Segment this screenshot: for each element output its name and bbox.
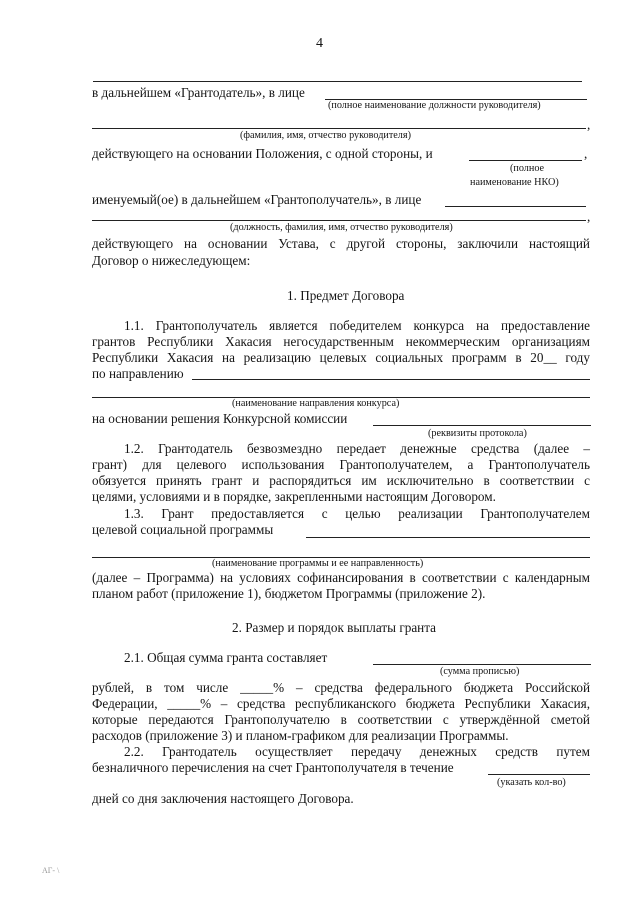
p13-line3: (далее – Программа) на условиях софинансирования в соответствии с календарным xyxy=(92,570,590,585)
nko-hint-2: наименование НКО) xyxy=(470,177,559,188)
decision-line: на основании решения Конкурсной комиссии xyxy=(92,411,348,426)
blank-line xyxy=(469,160,582,161)
head-name-hint: (фамилия, имя, отчество руководителя) xyxy=(240,130,411,141)
direction-hint: (наименование направления конкурса) xyxy=(232,398,400,409)
blank-line xyxy=(192,379,590,380)
acting-basis-line: действующего на основании Положения, с одной стороны, и xyxy=(92,146,433,161)
p21-line3: Федерации, _____% – средства республиканского бюджета Республики Хакасия, xyxy=(92,696,590,711)
p22-line1: 2.2. Грантодатель осуществляет передачу денежных средств путем xyxy=(124,744,590,759)
p13-line2: целевой социальной программы xyxy=(92,522,274,537)
p21-line1: 2.1. Общая сумма гранта составляет xyxy=(124,650,328,665)
grantee-line: именуемый(ое) в дальнейшем «Грантополучатель», в лице xyxy=(92,192,422,207)
p21-line4: которые передаются Грантополучателю в соответствии с утверждённой сметой xyxy=(92,712,590,727)
p12-line4: целями, условиями и в порядке, закрепленными настоящим Договором. xyxy=(92,489,496,504)
p11-line1: 1.1. Грантополучатель является победителем конкурса на предоставление xyxy=(124,318,590,333)
p11-line2: грантов Республики Хакасия негосударственным некоммерческим организациям xyxy=(92,334,590,349)
p13-line1: 1.3. Грант предоставляется с целью реализации Грантополучателем xyxy=(124,506,590,521)
p12-line3: обязуется принять грант и распорядиться им исключительно в соответствии с xyxy=(92,473,590,488)
p12-line1: 1.2. Грантодатель безвозмездно передает денежные средства (далее – xyxy=(124,441,590,456)
protocol-hint: (реквизиты протокола) xyxy=(428,428,527,439)
sum-hint: (сумма прописью) xyxy=(440,666,520,677)
blank-line xyxy=(373,425,591,426)
comma-mark: , xyxy=(587,209,591,224)
grantor-line: в дальнейшем «Грантодатель», в лице xyxy=(92,85,305,100)
p11-line4: по направлению xyxy=(92,366,184,381)
blank-line xyxy=(373,664,591,665)
comma-mark: , xyxy=(584,146,588,161)
charter-line-1: действующего на основании Устава, с другой стороны, заключили настоящий xyxy=(92,236,590,251)
blank-line xyxy=(488,774,590,775)
blank-line xyxy=(93,81,582,82)
count-hint: (указать кол-во) xyxy=(497,777,566,788)
footer-mark: АГ- \ xyxy=(42,866,60,875)
charter-line-2: Договор о нижеследующем: xyxy=(92,253,251,268)
p22-line3: дней со дня заключения настоящего Договора. xyxy=(92,791,354,806)
nko-hint-1: (полное xyxy=(510,163,545,174)
program-hint: (наименование программы и ее направленность) xyxy=(212,558,424,569)
page-number: 4 xyxy=(316,36,323,51)
head-position-hint: (полное наименование должности руководителя) xyxy=(328,100,541,111)
p22-line2: безналичного перечисления на счет Грантополучателя в течение xyxy=(92,760,454,775)
p11-line3: Республики Хакасия на реализацию целевых социальных программ в 20__ году xyxy=(92,350,590,365)
blank-line xyxy=(306,537,590,538)
p13-line4: планом работ (приложение 1), бюджетом Программы (приложение 2). xyxy=(92,586,486,601)
p21-line5: расходов (приложение 3) и планом-графиком для реализации Программы. xyxy=(92,728,509,743)
section1-title: 1. Предмет Договора xyxy=(287,288,405,303)
blank-line xyxy=(92,220,586,221)
p21-line2: рублей, в том числе _____% – средства федерального бюджета Российской xyxy=(92,680,590,695)
section2-title: 2. Размер и порядок выплаты гранта xyxy=(232,620,437,635)
comma-mark: , xyxy=(587,117,591,132)
p12-line2: грант) для целевого использования Грантополучателем, а Грантополучатель xyxy=(92,457,590,472)
blank-line xyxy=(445,206,586,207)
blank-line xyxy=(92,128,586,129)
grantee-head-hint: (должность, фамилия, имя, отчество руководителя) xyxy=(230,222,453,233)
